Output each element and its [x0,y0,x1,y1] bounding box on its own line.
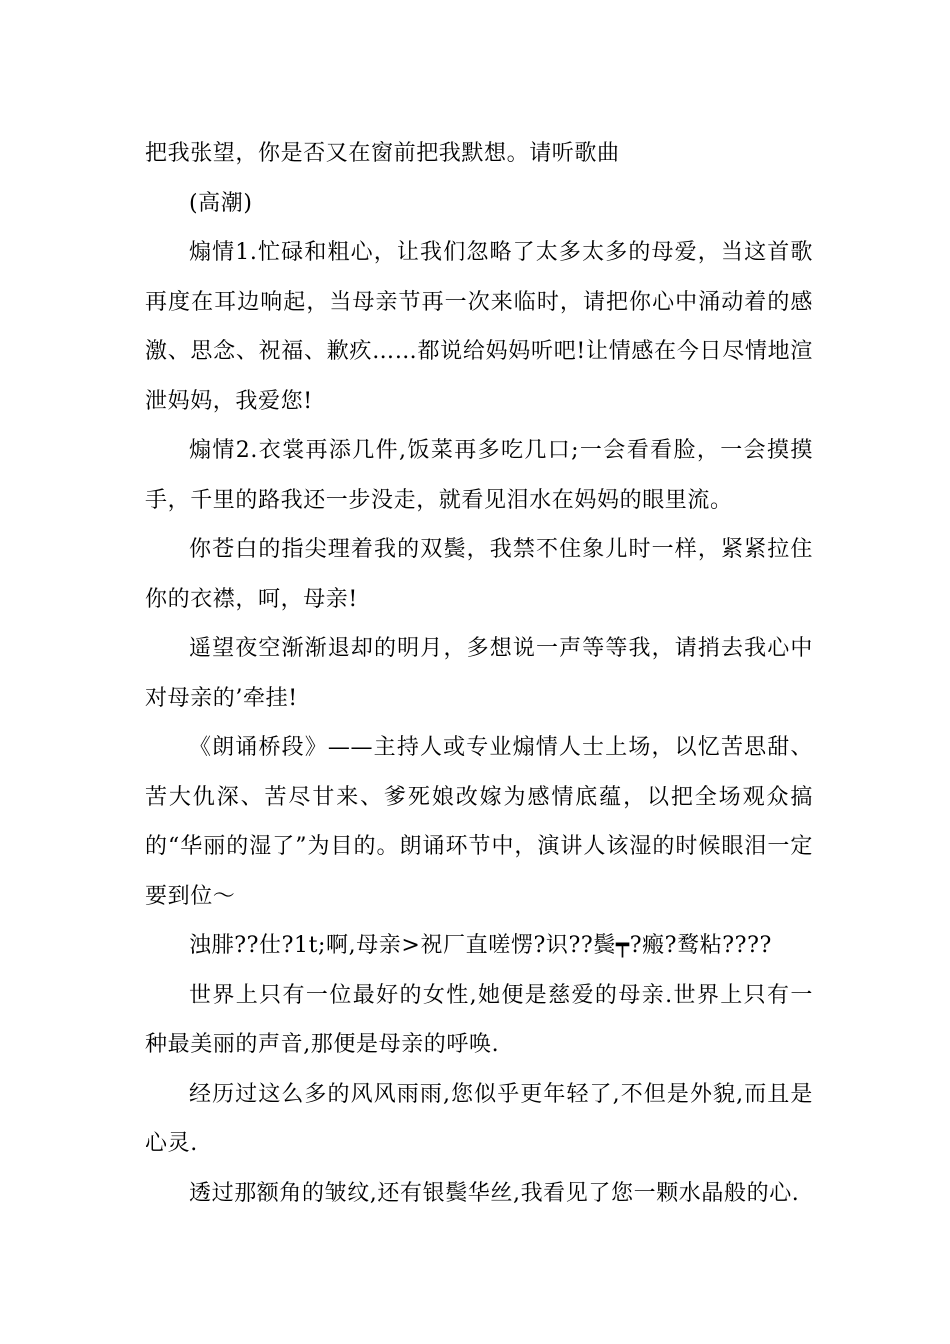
paragraph-climax-heading: (高潮) [189,190,253,216]
paragraph-younger: 经历过这么多的风风雨雨,您似乎更年轻了,不但是外貌,而且是心灵. [145,1081,813,1156]
paragraph-fingertips: 你苍白的指尖理着我的双鬓，我禁不住象儿时一样，紧紧拉住你的衣襟，呵，母亲! [145,537,813,612]
paragraph-garbled: 浊腓??仕?1t;啊,母亲>祝厂直嗟愣?识??鬓┯?瘢?鹜粘???? [189,933,772,958]
paragraph-continuation: 把我张望，你是否又在窗前把我默想。请听歌曲 [145,141,620,166]
paragraph-best-woman: 世界上只有一位最好的女性,她便是慈爱的母亲.世界上只有一种最美丽的声音,那便是母亲的呼唤. [145,982,813,1057]
paragraph-emotion-2: 煽情2.衣裳再添几件,饭菜再多吃几口;一会看看脸，一会摸摸手，千里的路我还一步没走，就看见泪水在妈妈的眼里流。 [145,438,813,513]
document-body [145,129,813,1218]
paragraph-recitation: 《朗诵桥段》——主持人或专业煽情人士上场，以忆苦思甜、苦大仇深、苦尽甘来、爹死娘改嫁为感情底蕴，以把全场观众搞的“华丽的湿了”为目的。朗诵环节中，演讲人该湿的时候眼泪一定要到位～ [145,735,813,909]
paragraph-moon: 遥望夜空渐渐退却的明月，多想说一声等等我，请捎去我心中对母亲的’牵挂! [145,636,813,711]
paragraph-wrinkles: 透过那额角的皱纹,还有银鬓华丝,我看见了您一颗水晶般的心. [189,1180,800,1206]
paragraph-emotion-1: 煽情1.忙碌和粗心，让我们忽略了太多太多的母爱，当这首歌再度在耳边响起，当母亲节再一次来临时，请把你心中涌动着的感激、思念、祝福、歉疚……都说给妈妈听吧!让情感在今日尽情地渲泄妈妈，我爱您! [145,240,813,414]
